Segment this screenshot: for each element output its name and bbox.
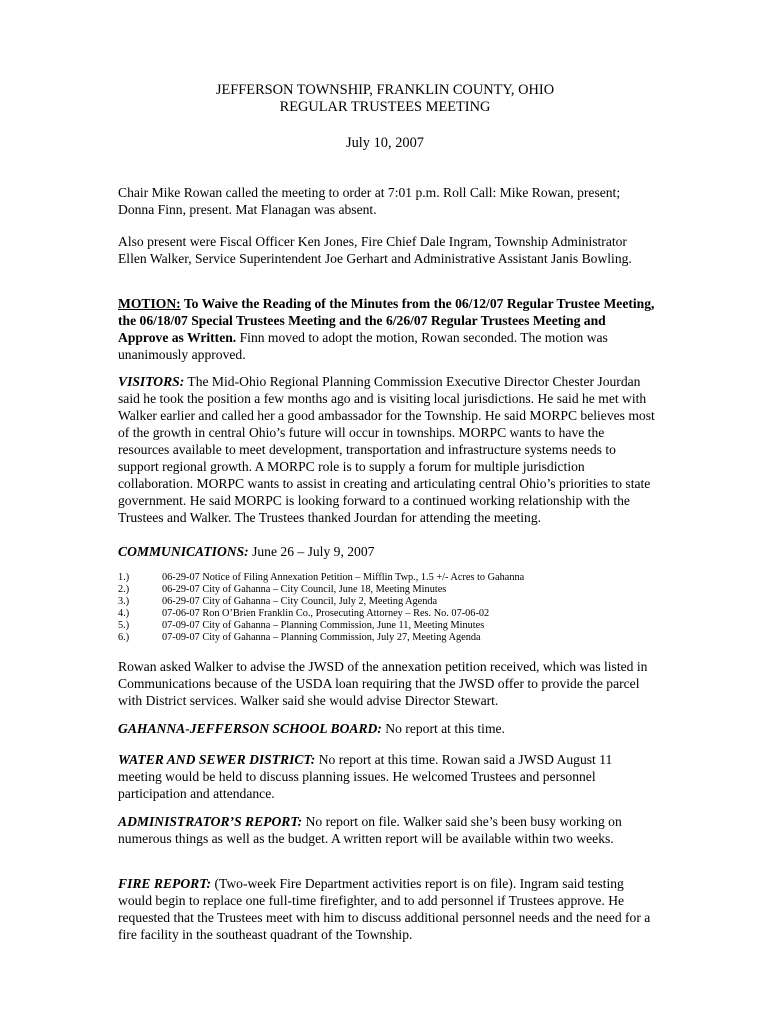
motion-title: To Waive the Reading of the Minutes from the 06/12/07 Regular Trustee Meeting, the 06/18/07 Special Trustees Meeting and the 6/26/07 Regular Trustees Meeting and Approve as Written. xyxy=(118,296,655,345)
visitors-paragraph xyxy=(118,373,658,526)
list-item-text: 07-06-07 Ron O’Brien Franklin Co., Prosecuting Attorney – Res. No. 07-06-02 xyxy=(162,608,490,620)
list-item-number: 3.) xyxy=(118,596,130,608)
list-item-number: 6.) xyxy=(118,632,130,644)
fire-report-paragraph xyxy=(118,875,658,943)
water-sewer-paragraph xyxy=(118,751,658,802)
list-item-text: 06-29-07 City of Gahanna – City Council, July 2, Meeting Agenda xyxy=(162,596,438,608)
list-item-text: 06-29-07 Notice of Filing Annexation Petition – Mifflin Twp., 1.5 +/- Acres to Gahanna xyxy=(162,572,525,583)
school-board-paragraph xyxy=(118,720,658,737)
also-present-paragraph: Also present were Fiscal Officer Ken Jones, Fire Chief Dale Ingram, Township Administrator Ellen Walker, Service Superintendent Joe Gerhart and Administrative Assistant Janis Bowling. xyxy=(118,234,632,266)
list-item xyxy=(118,584,658,596)
fire-report-text: (Two-week Fire Department activities report is on file). Ingram said testing would begin to replace one full-time firefighter, and to add personnel if Trustees approve. He requested that the Trustees meet with him to discuss additional personnel needs and the need for a fire facility in the southeast quadrant of the Township. xyxy=(118,876,651,942)
document-title-meeting: REGULAR TRUSTEES MEETING xyxy=(279,99,491,115)
water-sewer-text: No report at this time. Rowan said a JWSD August 11 meeting would be held to discuss planning issues. He welcomed Trustees and personnel participation and attendance. xyxy=(118,752,613,801)
list-item xyxy=(118,608,658,620)
motion-paragraph xyxy=(118,295,658,363)
list-item xyxy=(118,572,658,584)
motion-label: MOTION: xyxy=(118,296,181,311)
list-item xyxy=(118,632,658,644)
water-sewer-label: WATER AND SEWER DISTRICT: xyxy=(118,752,316,767)
list-item-text: 07-09-07 City of Gahanna – Planning Commission, July 27, Meeting Agenda xyxy=(162,632,481,644)
administrator-report-label: ADMINISTRATOR’S REPORT: xyxy=(118,814,303,829)
list-item-text: 07-09-07 City of Gahanna – Planning Commission, June 11, Meeting Minutes xyxy=(162,620,485,632)
administrator-report-paragraph xyxy=(118,813,658,847)
communications-range: June 26 – July 9, 2007 xyxy=(248,544,375,559)
list-item-text: 06-29-07 City of Gahanna – City Council, June 18, Meeting Minutes xyxy=(162,584,447,596)
fire-report-label: FIRE REPORT: xyxy=(118,876,212,891)
call-to-order-paragraph: Chair Mike Rowan called the meeting to order at 7:01 p.m. Roll Call: Mike Rowan, present; Donna Finn, present. Mat Flanagan was absent. xyxy=(118,185,621,217)
motion-text: Finn moved to adopt the motion, Rowan seconded. The motion was unanimously approved. xyxy=(118,330,608,362)
list-item xyxy=(118,596,658,608)
communications-list xyxy=(118,572,658,645)
communications-label: COMMUNICATIONS: xyxy=(118,544,249,559)
list-item xyxy=(118,620,658,632)
visitors-label: VISITORS: xyxy=(118,374,185,389)
school-board-text: No report at this time. xyxy=(381,721,505,736)
list-item-number: 1.) xyxy=(118,572,130,583)
school-board-label: GAHANNA-JEFFERSON SCHOOL BOARD: xyxy=(118,721,382,736)
list-item-number: 2.) xyxy=(118,584,130,596)
communications-heading xyxy=(118,543,658,560)
meeting-date: July 10, 2007 xyxy=(346,135,424,151)
annexation-note-paragraph: Rowan asked Walker to advise the JWSD of the annexation petition received, which was listed in Communications because of the USDA loan requiring that the JWSD offer to provide the parcel with District services. Walker said she would advise Director Stewart. xyxy=(118,659,648,708)
list-item-number: 4.) xyxy=(118,608,130,620)
administrator-report-text: No report on file. Walker said she’s been busy working on numerous things as well as the budget. A written report will be available within two weeks. xyxy=(118,814,622,846)
list-item-number: 5.) xyxy=(118,620,130,632)
document-title-township: JEFFERSON TOWNSHIP, FRANKLIN COUNTY, OHIO xyxy=(215,82,555,98)
visitors-text: The Mid-Ohio Regional Planning Commission Executive Director Chester Jourdan said he took the position a few months ago and is visiting local jurisdictions. He said he met with Walker earlier and called her a good ambassador for the Township. He said MORPC believes most of the growth in central Ohio’s future will occur in townships. MORPC wants to have the resources available to meet development, transportation and infrastructure systems needs to support regional growth. A MORPC role is to supply a forum for multiple jurisdiction collaboration. MORPC wants to assist in creating and articulating central Ohio’s priorities to state government. He said MORPC is looking forward to a continued working relationship with the Trustees and Walker. The Trustees thanked Jourdan for attending the meeting. xyxy=(118,374,655,525)
